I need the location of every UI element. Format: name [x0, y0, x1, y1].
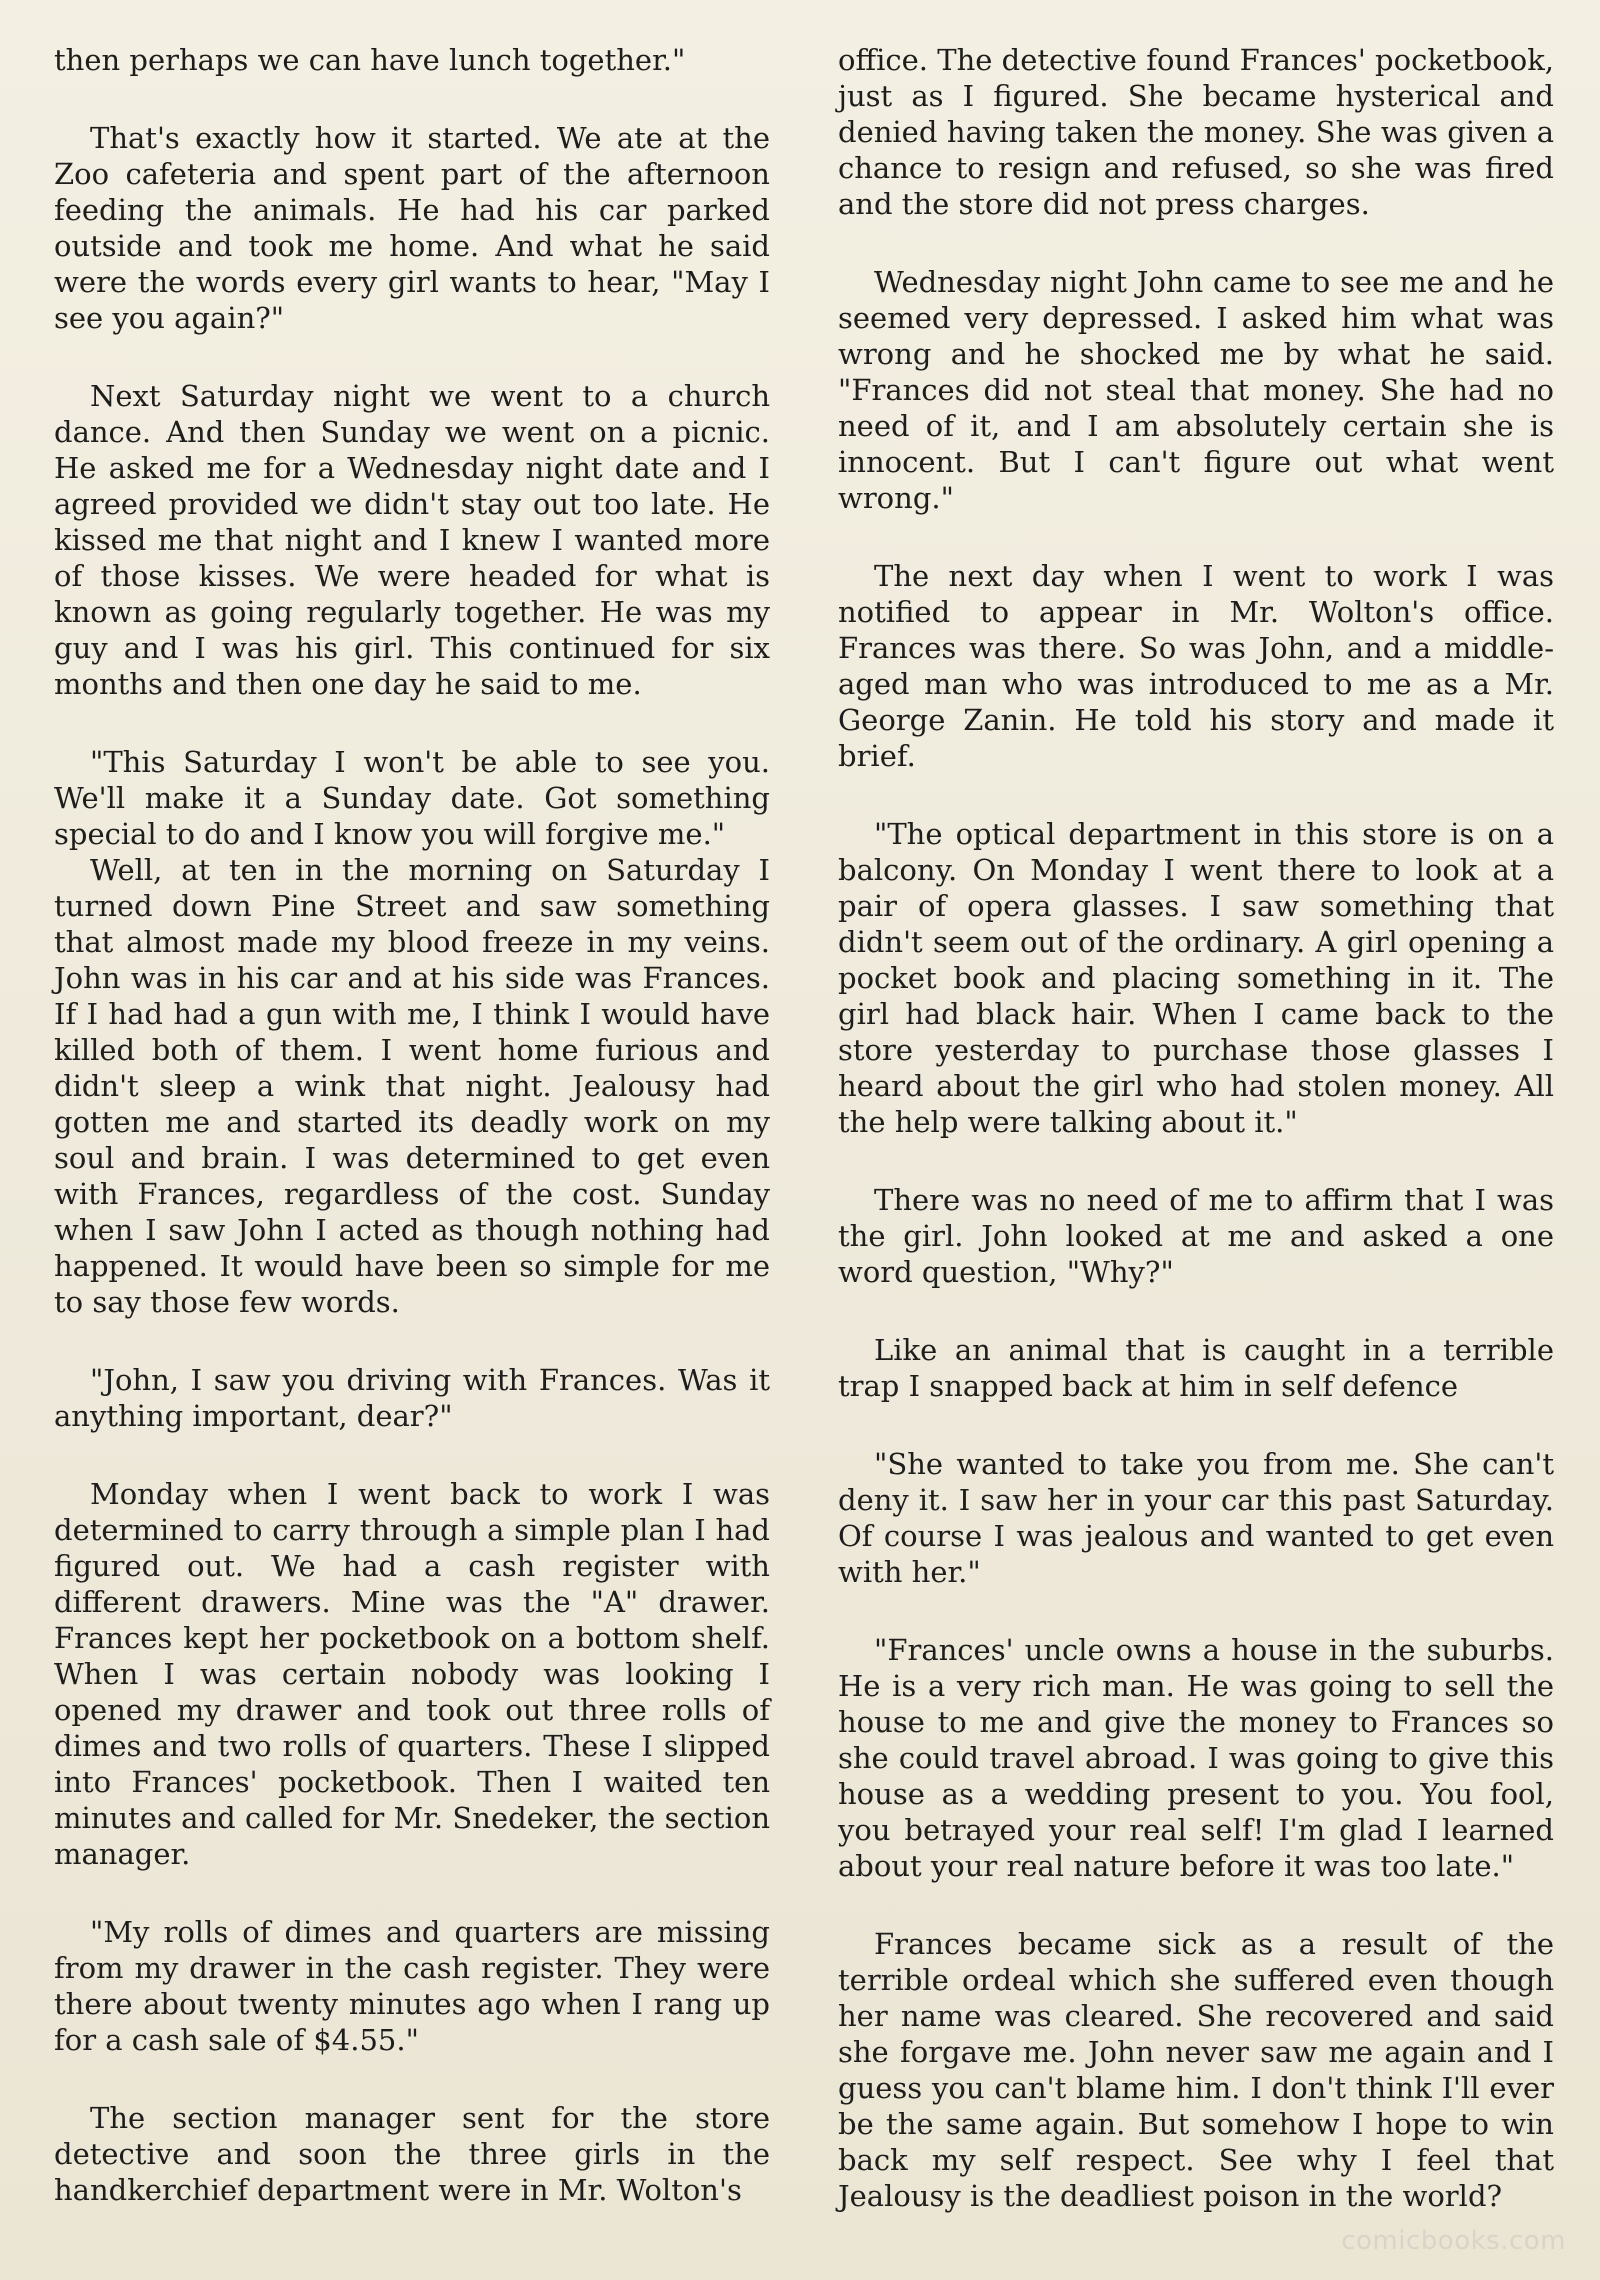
paragraph: office. The detective found Frances' pocketbook, just as I figured. She became hysterical and denied having taken the money. She was given a chance to resign and refused, so she was fired and the store did not press charges. [838, 43, 1554, 221]
paragraph: There was no need of me to affirm that I was the girl. John looked at me and asked a one word question, "Why?" [838, 1183, 1554, 1289]
paragraph: Wednesday night John came to see me and he seemed very depressed. I asked him what was wrong and he shocked me by what he said. "Frances did not steal that money. She had no need of it, and I am absolutely certain she is innocent. But I can't figure out what went wrong." [838, 265, 1554, 515]
paragraph: The next day when I went to work I was notified to appear in Mr. Wolton's office. Frances was there. So was John, and a middle-aged man who was introduced to me as a Mr. George Zanin. He told his story and made it brief. [838, 559, 1554, 773]
right-text-column [838, 42, 1554, 2256]
paragraph: Well, at ten in the morning on Saturday I turned down Pine Street and saw something that almost made my blood freeze in my veins. John was in his car and at his side was Frances. If I had had a gun with me, I think I would have killed both of them. I went home furious and didn't sleep a wink that night. Jealousy had gotten me and started its deadly work on my soul and brain. I was determined to get even with Frances, regardless of the cost. Sunday when I saw John I acted as though nothing had happened. It would have been so simple for me to say those few words. [54, 853, 770, 1319]
paragraph: That's exactly how it started. We ate at the Zoo cafeteria and spent part of the afternoon feeding the animals. He had his car parked outside and took me home. And what he said were the words every girl wants to hear, "May I see you again?" [54, 121, 770, 335]
paragraph: Monday when I went back to work I was determined to carry through a simple plan I had figured out. We had a cash register with different drawers. Mine was the "A" drawer. Frances kept her pocketbook on a bottom shelf. When I was certain nobody was looking I opened my drawer and took out three rolls of dimes and two rolls of quarters. These I slipped into Frances' pocketbook. Then I waited ten minutes and called for Mr. Snedeker, the section manager. [54, 1477, 770, 1871]
paragraph: "The optical department in this store is on a balcony. On Monday I went there to look at a pair of opera glasses. I saw something that didn't seem out of the ordinary. A girl opening a pocket book and placing something in it. The girl had black hair. When I came back to the store yesterday to purchase those glasses I heard about the girl who had stolen money. All the help were talking about it." [838, 817, 1554, 1139]
left-text-column [54, 42, 770, 2250]
paragraph: "This Saturday I won't be able to see you. We'll make it a Sunday date. Got something special to do and I know you will forgive me." [54, 745, 770, 851]
paragraph: "My rolls of dimes and quarters are missing from my drawer in the cash register. They were there about twenty minutes ago when I rang up for a cash sale of $4.55." [54, 1915, 770, 2057]
paragraph: "John, I saw you driving with Frances. Was it anything important, dear?" [54, 1363, 770, 1433]
paragraph: Frances became sick as a result of the terrible ordeal which she suffered even though her name was cleared. She recovered and said she forgave me. John never saw me again and I guess you can't blame him. I don't think I'll ever be the same again. But somehow I hope to win back my self respect. See why I feel that Jealousy is the deadliest poison in the world? [838, 1927, 1554, 2213]
paragraph: "Frances' uncle owns a house in the suburbs. He is a very rich man. He was going to sell the house to me and give the money to Frances so she could travel abroad. I was going to give this house as a wedding present to you. You fool, you betrayed your real self! I'm glad I learned about your real nature before it was too late." [838, 1633, 1554, 1883]
paragraph: "She wanted to take you from me. She can't deny it. I saw her in your car this past Saturday. Of course I was jealous and wanted to get even with her." [838, 1447, 1554, 1589]
paragraph: then perhaps we can have lunch together." [54, 43, 686, 77]
paragraph: The section manager sent for the store detective and soon the three girls in the handkerchief department were in Mr. Wolton's [54, 2101, 770, 2207]
paragraph: Like an animal that is caught in a terrible trap I snapped back at him in self defence [838, 1333, 1554, 1403]
site-watermark: comicbooks.com [1341, 2226, 1566, 2256]
paragraph: Next Saturday night we went to a church dance. And then Sunday we went on a picnic. He asked me for a Wednesday night date and I agreed provided we didn't stay out too late. He kissed me that night and I knew I wanted more of those kisses. We were headed for what is known as going regularly together. He was my guy and I was his girl. This continued for six months and then one day he said to me. [54, 379, 770, 701]
